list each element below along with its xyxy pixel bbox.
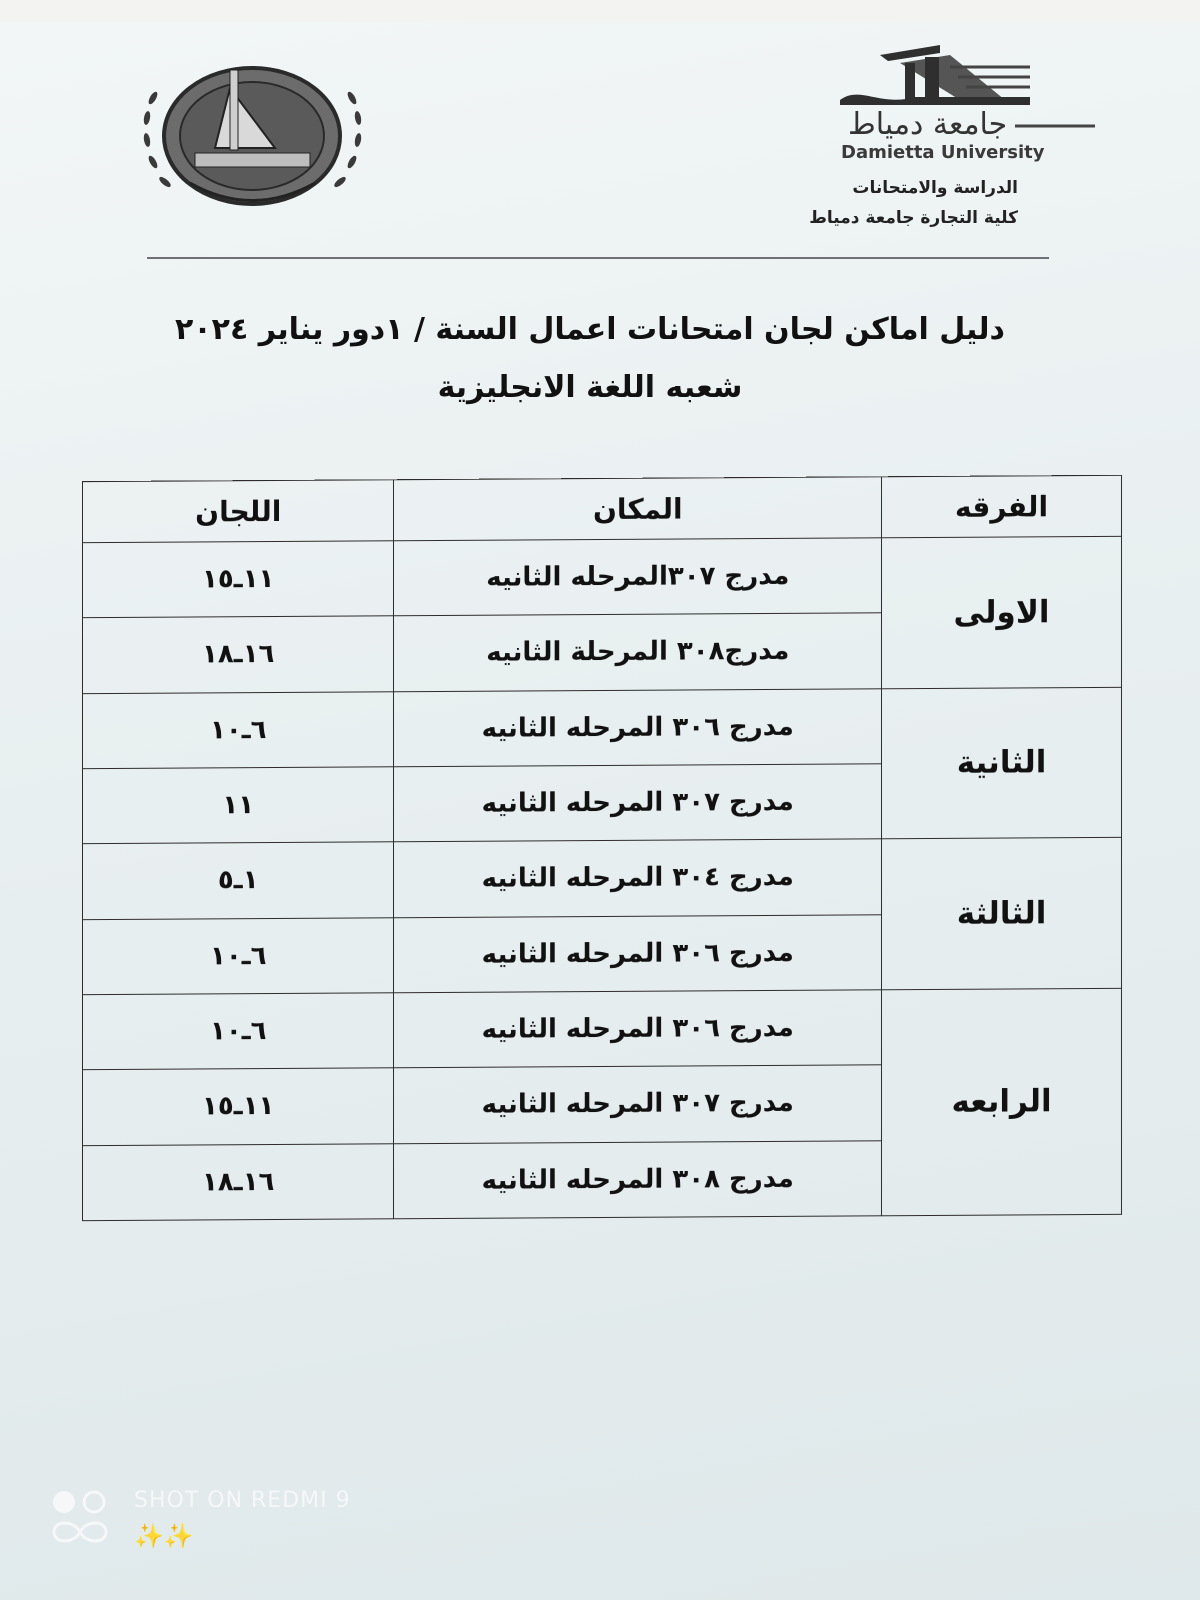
header-divider: [147, 257, 1049, 259]
university-name-english: Damietta University: [841, 142, 1045, 163]
place-cell: مدرج ٣٠٧ المرحله الثانيه: [394, 1065, 882, 1143]
table-row: [83, 988, 1122, 1070]
place-cell: مدرج ٣٠٧ المرحله الثانيه: [394, 764, 882, 842]
committees-cell: ٦ـ١٠: [83, 691, 394, 768]
department-name: الدراسة والامتحانات: [852, 178, 1018, 198]
place-cell: مدرج ٣٠٦ المرحله الثانيه: [394, 914, 882, 992]
table-row: [83, 838, 1122, 920]
sparkles-icon: ✨✨: [134, 1522, 194, 1550]
document-subtitle: شعبه اللغة الانجليزية: [437, 370, 743, 405]
committees-cell: ١١ـ١٥: [83, 541, 394, 618]
place-cell: مدرج ٣٠٦ المرحله الثانيه: [394, 990, 882, 1068]
committees-cell: ١٦ـ١٨: [83, 616, 394, 693]
committees-table-wrapper: [82, 475, 1122, 1221]
table-row: [83, 536, 1122, 618]
header-group: الفرقه: [882, 475, 1122, 537]
committees-cell: ١٦ـ١٨: [83, 1143, 394, 1220]
group-cell: الاولى: [882, 536, 1122, 688]
table-header-row: [83, 475, 1122, 542]
place-cell: مدرج ٣٠٨ المرحله الثانيه: [394, 1140, 882, 1218]
university-name-arabic: جامعة دمياط: [848, 107, 1008, 142]
camera-watermark-text: SHOT ON REDMI 9: [134, 1488, 351, 1513]
committees-table: [82, 475, 1122, 1221]
committees-cell: ٦ـ١٠: [83, 993, 394, 1070]
logo-underline-icon: [1015, 123, 1095, 129]
committees-cell: ٦ـ١٠: [83, 917, 394, 994]
document-title: دليل اماكن لجان امتحانات اعمال السنة / ١دور يناير ٢٠٢٤: [175, 312, 1005, 347]
faculty-seal-icon: [135, 58, 370, 218]
committees-cell: ١١ـ١٥: [83, 1068, 394, 1145]
header-committees: اللجان: [83, 480, 394, 543]
table-row: [83, 687, 1122, 769]
camera-watermark-icon: [50, 1488, 110, 1548]
header-place: المكان: [394, 477, 882, 541]
place-cell: مدرج ٣٠٦ المرحله الثانيه: [394, 688, 882, 766]
group-cell: الثانية: [882, 687, 1122, 839]
place-cell: مدرج٣٠٨ المرحلة الثانيه: [394, 613, 882, 691]
group-cell: الرابعه: [882, 988, 1122, 1215]
faculty-seal: [135, 58, 370, 218]
place-cell: مدرج ٣٠٤ المرحله الثانيه: [394, 839, 882, 917]
group-cell: الثالثة: [882, 838, 1122, 990]
place-cell: مدرج ٣٠٧المرحله الثانيه: [394, 538, 882, 616]
university-logo-icon: [840, 45, 1040, 115]
committees-cell: ١ـ٥: [83, 842, 394, 919]
faculty-name: كلية التجارة جامعة دمياط: [809, 208, 1018, 228]
committees-cell: ١١: [83, 767, 394, 844]
